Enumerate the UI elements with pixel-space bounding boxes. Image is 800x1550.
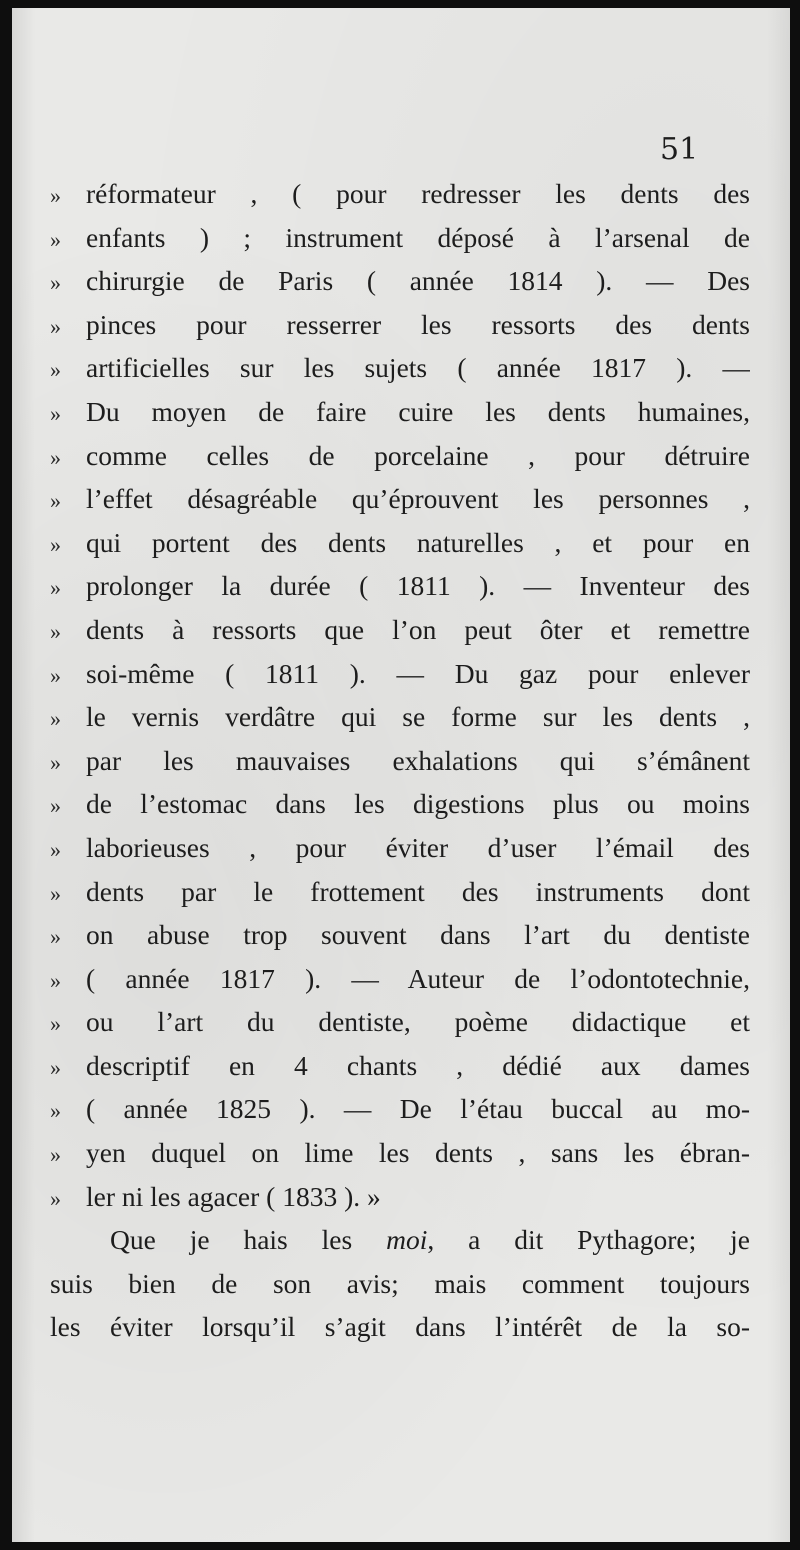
page-number: 51 (660, 132, 699, 167)
quoted-line (50, 1175, 750, 1219)
quoted-line (50, 826, 750, 870)
quote-mark: » (50, 1054, 61, 1080)
line-text: comme celles de porcelaine , pour détruire (86, 439, 750, 471)
line-text: ( année 1817 ). — Auteur de l’odontotechnie, (86, 962, 750, 994)
quoted-line (50, 652, 750, 696)
line-text: Du moyen de faire cuire les dents humaines, (86, 395, 750, 427)
quoted-passage (50, 172, 750, 1218)
quoted-line (50, 216, 750, 260)
book-page (12, 8, 790, 1542)
quote-mark: » (50, 749, 61, 775)
line-text: le vernis verdâtre qui se forme sur les dents , (86, 701, 750, 733)
quoted-line (50, 303, 750, 347)
quote-mark: » (50, 357, 61, 383)
line-text: laborieuses , pour éviter d’user l’émail des (86, 831, 750, 863)
quote-mark: » (50, 1098, 61, 1124)
paragraph-line-3: les éviter lorsqu’il s’agit dans l’intérêt de la so- (50, 1311, 750, 1343)
line-text: ler ni les agacer ( 1833 ). » (86, 1180, 381, 1212)
quote-mark: » (50, 400, 61, 426)
line-text: réformateur , ( pour redresser les dents des (86, 178, 750, 209)
quote-mark: » (50, 1142, 61, 1168)
quote-mark: » (50, 793, 61, 819)
paragraph-line-1: Que je hais les moi, a dit Pythagore; je (110, 1224, 750, 1256)
line-text: soi-même ( 1811 ). — Du gaz pour enlever (86, 657, 750, 689)
line-text: de l’estomac dans les digestions plus ou moins (86, 788, 750, 820)
quote-mark: » (50, 531, 61, 557)
quote-mark: » (50, 662, 61, 688)
line-text: chirurgie de Paris ( année 1814 ). — Des (86, 265, 750, 297)
line-text: dents à ressorts que l’on peut ôter et remettre (86, 613, 750, 645)
quoted-line (50, 1044, 750, 1088)
quote-mark: » (50, 967, 61, 993)
line-text: enfants ) ; instrument déposé à l’arsenal de (86, 221, 750, 253)
quoted-line (50, 739, 750, 783)
quote-mark: » (50, 444, 61, 470)
quoted-line (50, 477, 750, 521)
line-text: l’effet désagréable qu’éprouvent les personnes , (86, 483, 750, 515)
italic-word: moi (386, 1224, 428, 1256)
quoted-line (50, 695, 750, 739)
line-text: par les mauvaises exhalations qui s’émânent (86, 744, 750, 776)
quote-mark: » (50, 618, 61, 644)
quoted-line (50, 346, 750, 390)
paragraph-line-2: suis bien de son avis; mais comment toujours (50, 1267, 750, 1299)
quoted-line (50, 390, 750, 434)
quote-mark: » (50, 1185, 61, 1211)
line-text: yen duquel on lime les dents , sans les ébran- (86, 1137, 750, 1169)
line-text: ou l’art du dentiste, poème didactique et (86, 1006, 750, 1038)
quoted-line (50, 1087, 750, 1131)
quote-mark: » (50, 1011, 61, 1037)
quote-mark: » (50, 880, 61, 906)
quote-mark: » (50, 270, 61, 296)
quote-mark: » (50, 226, 61, 252)
quoted-line (50, 1000, 750, 1044)
quoted-line (50, 172, 750, 216)
line-text: on abuse trop souvent dans l’art du dentiste (86, 919, 750, 951)
quote-mark: » (50, 313, 61, 339)
quoted-line (50, 1131, 750, 1175)
quoted-line (50, 564, 750, 608)
line-text: pinces pour resserrer les ressorts des dents (86, 308, 750, 340)
paragraph (50, 1218, 750, 1349)
quoted-line (50, 259, 750, 303)
quote-mark: » (50, 924, 61, 950)
line-text: ( année 1825 ). — De l’étau buccal au mo- (86, 1093, 750, 1125)
quote-mark: » (50, 706, 61, 732)
line-text: dents par le frottement des instruments dont (86, 875, 750, 907)
quote-mark: » (50, 836, 61, 862)
line-text: qui portent des dents naturelles , et pour en (86, 526, 750, 558)
line-text: descriptif en 4 chants , dédié aux dames (86, 1049, 750, 1081)
page-text (50, 172, 750, 1349)
line-text: prolonger la durée ( 1811 ). — Inventeur des (86, 570, 750, 602)
quoted-line (50, 521, 750, 565)
quoted-line (50, 782, 750, 826)
quoted-line (50, 913, 750, 957)
quoted-line (50, 870, 750, 914)
quoted-line (50, 434, 750, 478)
line-text: artificielles sur les sujets ( année 1817 ). — (86, 352, 750, 384)
quoted-line (50, 957, 750, 1001)
quote-mark: » (50, 488, 61, 514)
quote-mark: » (50, 575, 61, 601)
quote-mark: » (50, 183, 61, 208)
quoted-line (50, 608, 750, 652)
